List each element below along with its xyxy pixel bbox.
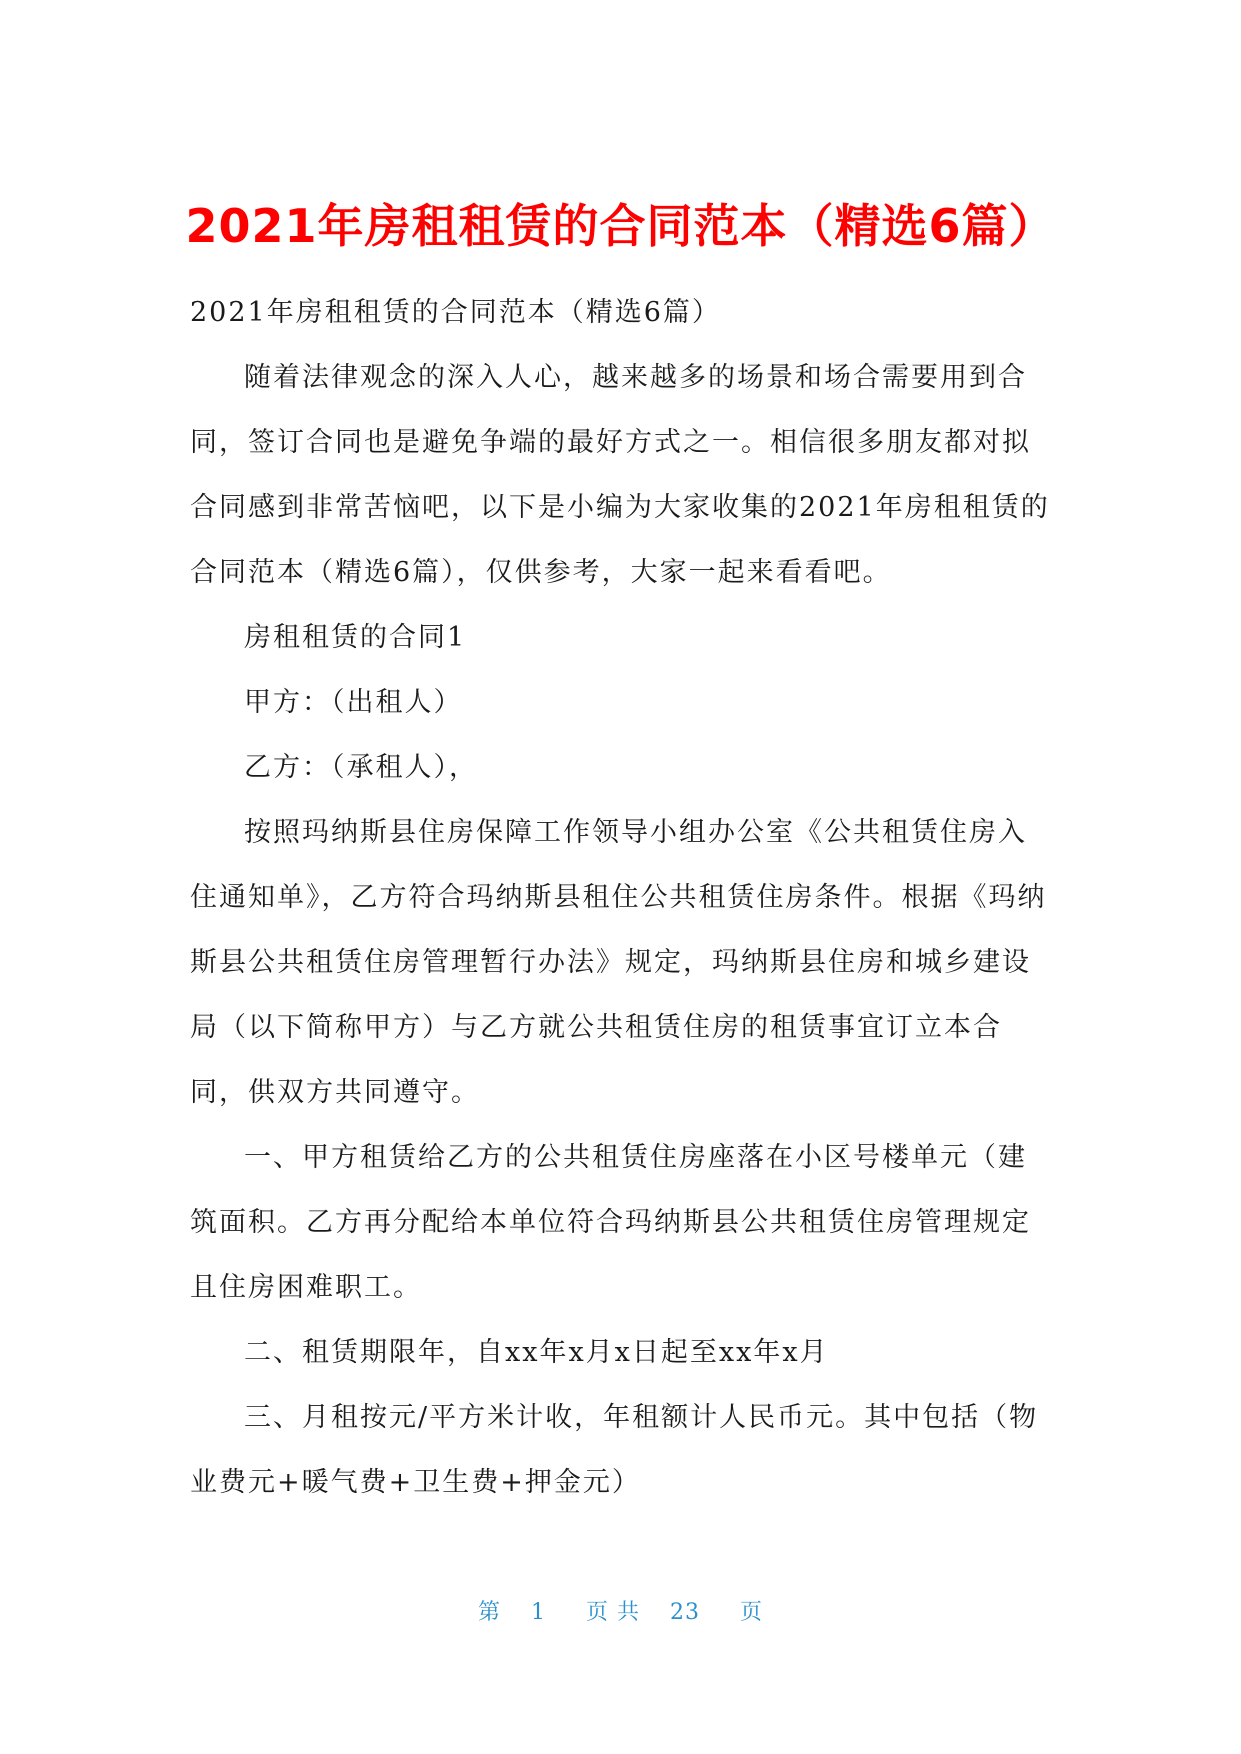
clause-1: 一、甲方租赁给乙方的公共租赁住房座落在小区号楼单元（建筑面积。乙方再分配给本单位符合玛纳斯县公共租赁住房管理规定且住房困难职工。 [190,1142,1031,1303]
party-a-line: 甲方：（出租人） [244,687,463,718]
footer-label-pages: 页 [740,1600,764,1625]
document-body [190,280,1055,1515]
body-paragraph: 按照玛纳斯县住房保障工作领导小组办公室《公共租赁住房入住通知单》，乙方符合玛纳斯县租住公共租赁住房条件。根据《玛纳斯县公共租赁住房管理暂行办法》规定，玛纳斯县住房和城乡建设局（以下简称甲方）与乙方就公共租赁住房的租赁事宜订立本合同，供双方共同遵守。 [190,817,1047,1108]
body-paragraph: 随着法律观念的深入人心，越来越多的场景和场合需要用到合同，签订合同也是避免争端的最好方式之一。相信很多朋友都对拟合同感到非常苦恼吧，以下是小编为大家收集的2021年房租租赁的合同范本（精选6篇），仅供参考，大家一起来看看吧。 [190,362,1050,588]
section-heading: 房租租赁的合同1 [244,622,467,653]
clause-3: 三、月租按元/平方米计收，年租额计人民币元。其中包括（物业费元+暖气费+卫生费+押金元） [190,1402,1039,1498]
clause-2: 二、租赁期限年，自xx年x月x日起至xx年x月 [244,1337,829,1368]
footer-total-pages: 23 [670,1600,700,1625]
footer-page-number: 1 [531,1600,546,1625]
footer-label-of: 页 共 [586,1600,640,1625]
page-footer [0,1595,1241,1626]
body-paragraph: 2021年房租租赁的合同范本（精选6篇） [190,297,721,328]
party-b-line: 乙方：（承租人）， [244,752,478,783]
document-title: 2021年房租租赁的合同范本（精选6篇） [185,199,1056,253]
footer-label-page: 第 [477,1600,501,1625]
